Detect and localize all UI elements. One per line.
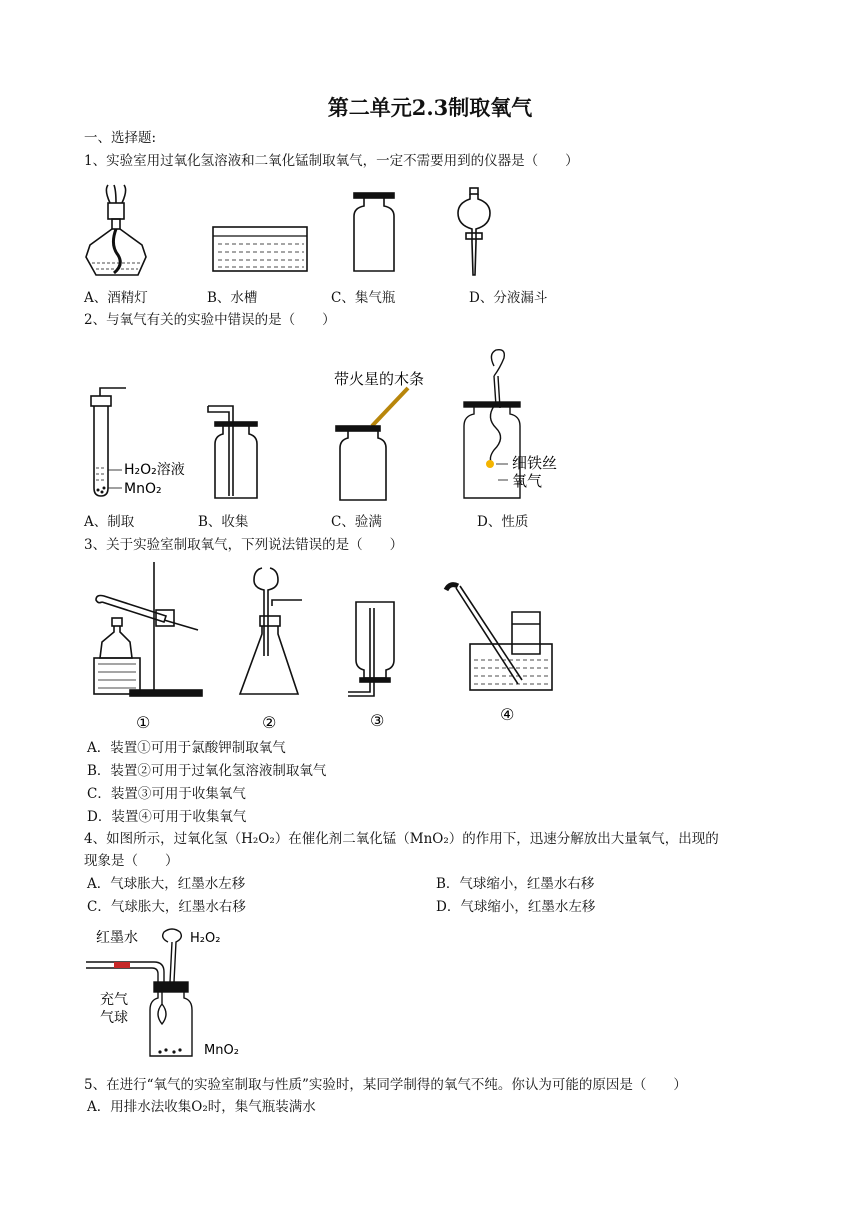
mno2-label-q4: MnO₂	[204, 1043, 239, 1058]
q2-stem: 2、与氧气有关的实验中错误的是（ ）	[84, 312, 336, 328]
q1-option-a: A、酒精灯	[84, 290, 148, 306]
q2-option-b: B、收集	[198, 514, 249, 530]
iron-wire-combustion-figure	[458, 346, 583, 502]
q4-stem-line-2: 现象是（ ）	[84, 853, 179, 869]
q1-stem: 1、实验室用过氧化氢溶液和二氧化锰制取氧气，一定不需要用到的仪器是（ ）	[84, 153, 579, 169]
test-tube-apparatus-figure	[80, 386, 195, 502]
page-title: 第二单元2.3制取氧气	[327, 95, 533, 120]
section-heading: 一、选择题:	[84, 130, 157, 146]
water-trough-figure	[212, 226, 308, 272]
apparatus-number-3: ③	[370, 711, 385, 730]
q4-option-d: D．气球缩小，红墨水左移	[436, 899, 596, 915]
q4-option-b: B．气球缩小，红墨水右移	[436, 876, 595, 892]
q3-option-a: A．装置①可用于氯酸钾制取氧气	[87, 740, 286, 756]
q1-option-b: B、水槽	[207, 290, 258, 306]
q3-option-b: B．装置②可用于过氧化氢溶液制取氧气	[87, 763, 327, 779]
q1-option-d: D、分液漏斗	[469, 290, 548, 306]
glowing-splint-label: 带火星的木条	[334, 370, 425, 388]
oxygen-full-test-figure	[328, 368, 438, 502]
red-ink-label: 红墨水	[96, 930, 138, 946]
separatory-funnel-figure	[452, 187, 496, 277]
q5-stem: 5、在进行“氧气的实验室制取与性质”实验时，某同学制得的氧气不纯。你认为可能的原因是（ ）	[84, 1077, 687, 1093]
q1-option-c: C、集气瓶	[331, 290, 396, 306]
apparatus-number-4: ④	[500, 705, 515, 724]
alcohol-lamp-figure	[82, 185, 152, 280]
inverted-bottle-collection-figure	[346, 600, 406, 730]
q3-stem: 3、关于实验室制取氧气，下列说法错误的是（ ）	[84, 537, 404, 553]
balloon-label: 气球	[100, 1010, 128, 1026]
gas-jar-figure	[350, 192, 398, 272]
q4-stem-line-1: 4、如图所示，过氧化氢（H₂O₂）在催化剂二氧化锰（MnO₂）的作用下，迅速分解放出大量氧气，出现的	[84, 831, 719, 847]
mno2-label: MnO₂	[124, 481, 162, 497]
oxygen-label: 氧气	[512, 472, 543, 490]
apparatus-number-1: ①	[136, 713, 151, 732]
q3-option-d: D．装置④可用于收集氧气	[87, 809, 247, 825]
heating-apparatus-figure	[90, 560, 210, 732]
inflated-label: 充气	[100, 992, 128, 1008]
conical-flask-apparatus-figure	[232, 566, 316, 732]
balloon-reaction-figure	[84, 924, 254, 1062]
q5-option-a: A．用排水法收集O₂时，集气瓶装满水	[87, 1099, 316, 1115]
q2-option-c: C、验满	[331, 514, 382, 530]
q3-option-c: C．装置③可用于收集氧气	[87, 786, 246, 802]
iron-wire-label: 细铁丝	[512, 454, 558, 472]
water-displacement-figure	[440, 576, 560, 724]
h2o2-label: H₂O₂	[190, 931, 221, 946]
gas-collection-figure	[205, 404, 265, 500]
q2-option-d: D、性质	[477, 514, 529, 530]
h2o2-solution-label: H₂O₂溶液	[124, 462, 185, 478]
q2-option-a: A、制取	[84, 514, 135, 530]
q4-option-a: A．气球胀大，红墨水左移	[87, 876, 246, 892]
q4-option-c: C．气球胀大，红墨水右移	[87, 899, 246, 915]
apparatus-number-2: ②	[262, 713, 277, 732]
